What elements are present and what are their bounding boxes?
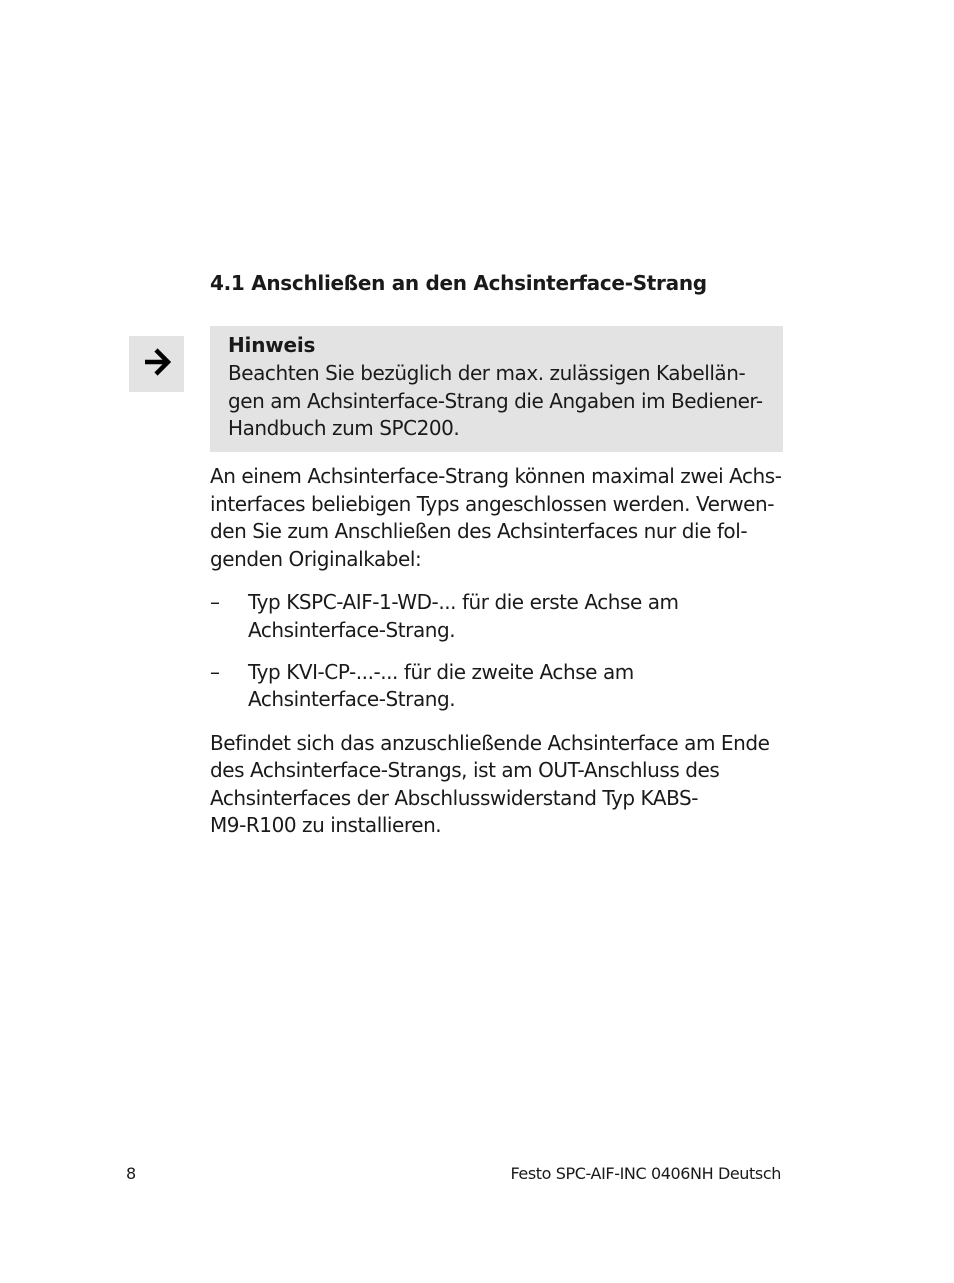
note-title: Hinweis xyxy=(228,333,316,357)
section-heading: 4.1 Anschließen an den Achsinterface-Strang xyxy=(210,271,707,295)
list-bullet: – xyxy=(210,590,220,614)
list-item-line: Typ KSPC-AIF-1-WD-... für die erste Achse am xyxy=(248,590,679,614)
paragraph-line: Befindet sich das anzuschließende Achsinterface am Ende xyxy=(210,731,770,755)
list-item-line: Achsinterface-Strang. xyxy=(248,687,456,711)
paragraph-line: genden Originalkabel: xyxy=(210,547,422,571)
note-icon-box xyxy=(129,336,184,392)
note-box xyxy=(210,326,783,452)
paragraph-line: Achsinterfaces der Abschlusswiderstand Typ KABS- xyxy=(210,786,699,810)
note-text-line: Handbuch zum SPC200. xyxy=(228,416,460,440)
paragraph-line: M9-R100 zu installieren. xyxy=(210,813,442,837)
note-text-line: gen am Achsinterface-Strang die Angaben im Bediener- xyxy=(228,389,763,413)
note-text-line: Beachten Sie bezüglich der max. zulässigen Kabellän- xyxy=(228,361,746,385)
document-footer: Festo SPC-AIF-INC 0406NH Deutsch xyxy=(510,1164,781,1183)
paragraph-line: des Achsinterface-Strangs, ist am OUT-Anschluss des xyxy=(210,758,720,782)
paragraph-line: interfaces beliebigen Typs angeschlossen werden. Verwen- xyxy=(210,492,775,516)
list-item-line: Typ KVI-CP-...-... für die zweite Achse am xyxy=(248,660,634,684)
paragraph-line: den Sie zum Anschließen des Achsinterfaces nur die fol- xyxy=(210,519,748,543)
list-bullet: – xyxy=(210,660,220,684)
page-number: 8 xyxy=(126,1164,137,1183)
list-item-line: Achsinterface-Strang. xyxy=(248,618,456,642)
paragraph-line: An einem Achsinterface-Strang können maximal zwei Achs- xyxy=(210,464,782,488)
right-arrow-icon xyxy=(143,346,171,378)
